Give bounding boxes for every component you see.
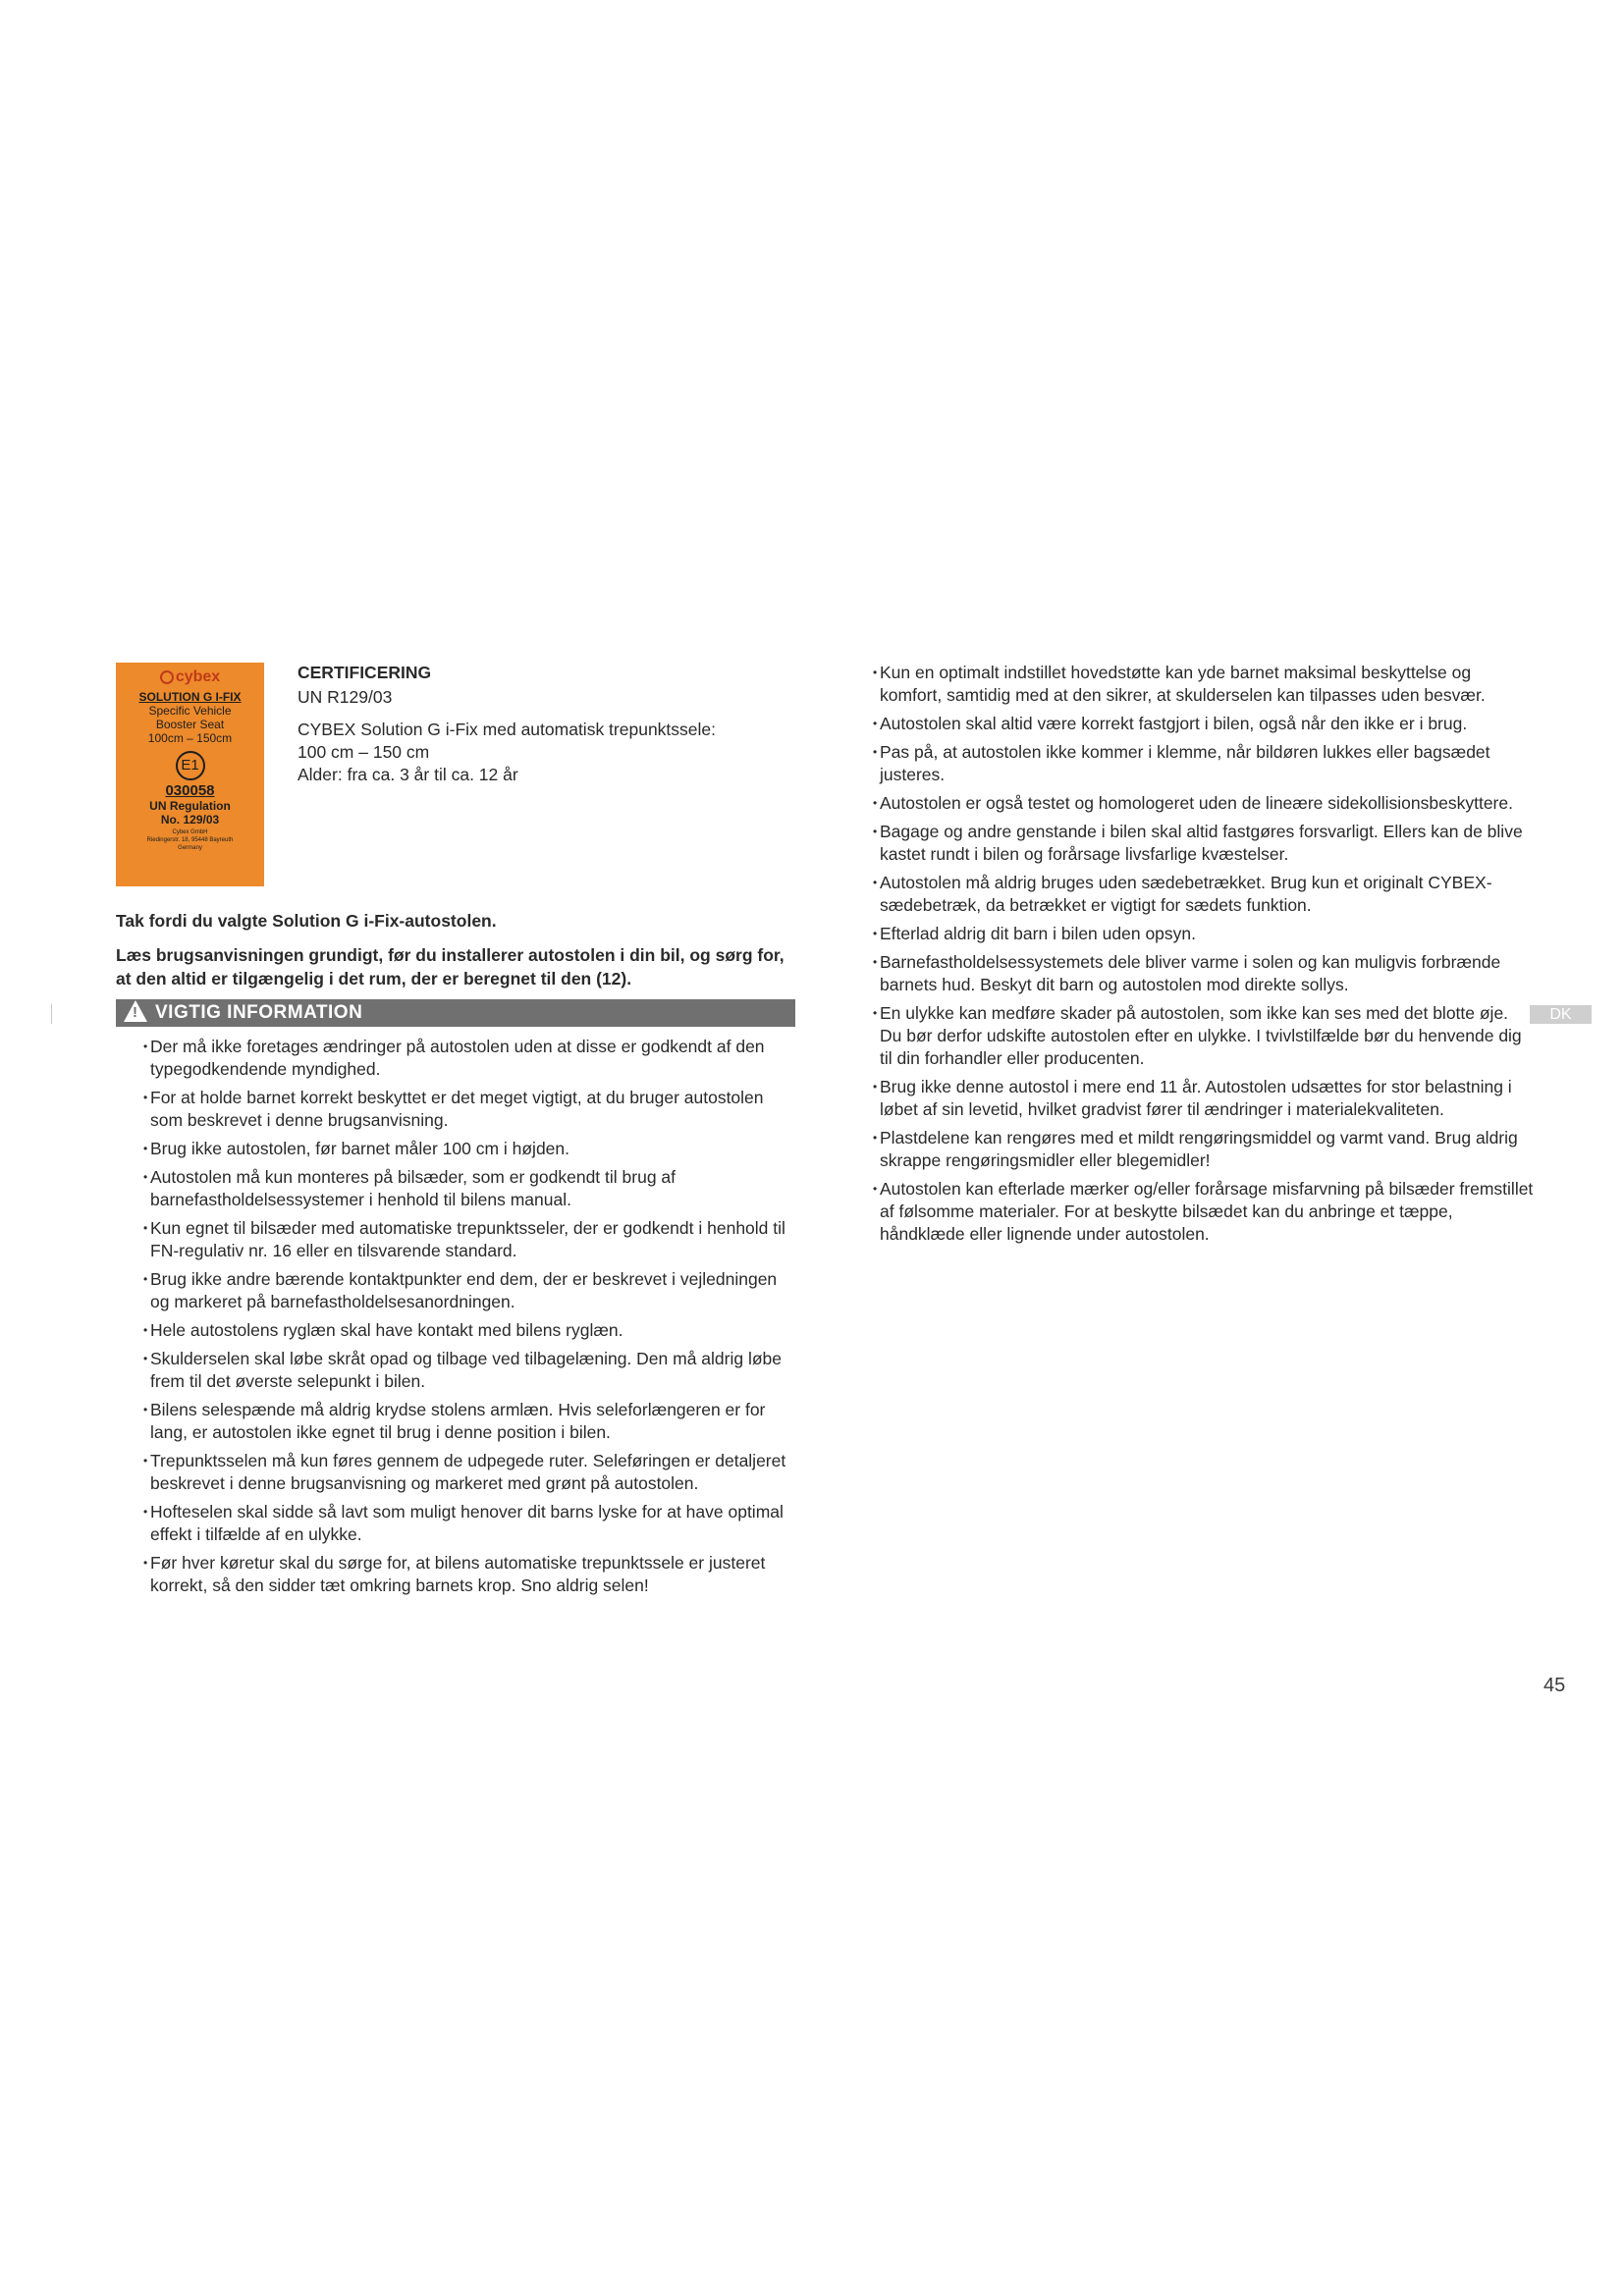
label-model: SOLUTION G I-FIX	[138, 690, 242, 704]
list-item: • Autostolen må kun monteres på bilsæder, som er godkendt til brug af barnefastholdelsessystemer i henhold til bilens manual.	[150, 1166, 798, 1211]
list-item: • Autostolen er også testet og homologeret uden de lineære sidekollisionsbeskyttere.	[880, 792, 1534, 815]
e-mark-icon: E1	[176, 751, 205, 780]
brand-name: cybex	[175, 668, 221, 685]
certification-height-range: 100 cm – 150 cm	[298, 742, 430, 762]
list-item: • Bagage og andre genstande i bilen skal altid fastgøres forsvarligt. Ellers kan de blive kastet rundt i bilen og forårsage livsfarlige kvæstelser.	[880, 821, 1534, 866]
certification-section	[298, 662, 808, 786]
fine-print-line: Riedingerstr. 18, 95448 Bayreuth	[146, 837, 234, 843]
list-item: • Skulderselen skal løbe skråt opad og tilbage ved tilbagelæning. Den må aldrig løbe frem til det øverste selepunkt i bilen.	[150, 1348, 798, 1393]
intro-section	[116, 910, 803, 990]
list-item: • Plastdelene kan rengøres med et mildt rengøringsmiddel og varmt vand. Brug aldrig skrappe rengøringsmidler eller blegemidler!	[880, 1127, 1534, 1172]
list-item: • Kun egnet til bilsæder med automatiske trepunktsseler, der er godkendt i henhold til FN-regulativ nr. 16 eller en tilsvarende standard.	[150, 1217, 798, 1262]
intro-thanks: Tak fordi du valgte Solution G i-Fix-autostolen.	[116, 911, 497, 931]
list-item: • Hofteselen skal sidde så lavt som muligt henover dit barns lyske for at have optimal effekt i tilfælde af en ulykke.	[150, 1501, 798, 1546]
label-line: Specific Vehicle	[148, 704, 232, 718]
list-item: • Hele autostolens ryglæn skal have kontakt med bilens ryglæn.	[150, 1319, 798, 1342]
label-line: 100cm – 150cm	[147, 731, 233, 745]
warning-triangle-icon: !	[124, 1000, 147, 1022]
list-item: • Bilens selespænde må aldrig krydse stolens armlæn. Hvis seleforlængeren er for lang, er autostolen ikke egnet til brug i denne position i bilen.	[150, 1399, 798, 1444]
list-item: • Autostolen kan efterlade mærker og/eller forårsage misfarvning på bilsæder fremstillet af følsomme materialer. For at beskytte bilsædet kan du anbringe et tæppe, håndklæde eller lignende under autostolen.	[880, 1178, 1534, 1246]
list-item: • Autostolen skal altid være korrekt fastgjort i bilen, også når den ikke er i brug.	[880, 713, 1534, 735]
certification-age: Alder: fra ca. 3 år til ca. 12 år	[298, 765, 518, 784]
list-item: • Autostolen må aldrig bruges uden sædebetrækket. Brug kun et originalt CYBEX-sædebetræk, da betrækket er vigtigt for sædets funktion.	[880, 872, 1534, 917]
important-information-header	[116, 999, 795, 1027]
list-item: • For at holde barnet korrekt beskyttet er det meget vigtigt, at du bruger autostolen som beskrevet i denne brugsanvisning.	[150, 1087, 798, 1132]
left-instruction-list	[150, 1036, 798, 1603]
certification-label	[116, 663, 264, 886]
list-item: • Der må ikke foretages ændringer på autostolen uden at disse er godkendt af den typegodkendende myndighed.	[150, 1036, 798, 1081]
important-information-title: VIGTIG INFORMATION	[155, 1002, 363, 1023]
regulation-line: No. 129/03	[160, 813, 220, 827]
list-item: • Pas på, at autostolen ikke kommer i klemme, når bildøren lukkes eller bagsædet justeres.	[880, 741, 1534, 786]
list-item: • En ulykke kan medføre skader på autostolen, som ikke kan ses med det blotte øje. Du bør derfor udskifte autostolen efter en ulykke. I tvivlstilfælde bør du henvende dig til din forhandler eller producenten.	[880, 1002, 1534, 1070]
margin-mark	[51, 1004, 52, 1024]
list-item: • Kun en optimalt indstillet hovedstøtte kan yde barnet maksimal beskyttelse og komfort, samtidig med at den sikrer, at skulderselen kan tilpasses uden besvær.	[880, 662, 1534, 707]
list-item: • Brug ikke autostolen, før barnet måler 100 cm i højden.	[150, 1138, 798, 1160]
approval-number: 030058	[165, 782, 215, 799]
list-item: • Før hver køretur skal du sørge for, at bilens automatiske trepunktssele er justeret korrekt, så den sidder tæt omkring barnets krop. Sno aldrig selen!	[150, 1552, 798, 1597]
fine-print-line: Cybex GmbH	[172, 829, 208, 835]
list-item: • Barnefastholdelsessystemets dele bliver varme i solen og kan muligvis forbrænde barnets hud. Beskyt dit barn og autostolen mod direkte sollys.	[880, 951, 1534, 996]
label-line: Booster Seat	[155, 718, 225, 731]
page-number: 45	[1543, 1675, 1566, 1696]
right-instruction-list	[880, 662, 1534, 1252]
label-fine-print	[116, 828, 264, 852]
list-item: • Trepunktsselen må kun føres gennem de udpegede ruter. Seleføringen er detaljeret beskrevet i denne brugsanvisning og markeret med grønt på autostolen.	[150, 1450, 798, 1495]
certification-title: CERTIFICERING	[298, 663, 432, 682]
certification-product-line: CYBEX Solution G i-Fix med automatisk trepunktssele:	[298, 720, 717, 739]
cybex-logo-icon	[160, 670, 174, 684]
fine-print-line: Germany	[178, 845, 202, 851]
language-tab: DK	[1530, 1005, 1592, 1024]
list-item: • Brug ikke denne autostol i mere end 11 år. Autostolen udsættes for stor belastning i løbet af sin levetid, hvilket gradvist fører til ændringer i materialekvaliteten.	[880, 1076, 1534, 1121]
intro-read-manual: Læs brugsanvisningen grundigt, før du installerer autostolen i din bil, og sørg for, at den altid er tilgængelig i det rum, der er beregnet til den (12).	[116, 945, 785, 988]
list-item: • Efterlad aldrig dit barn i bilen uden opsyn.	[880, 923, 1534, 945]
regulation-line: UN Regulation	[149, 799, 231, 813]
certification-standard: UN R129/03	[298, 687, 393, 707]
cybex-logo	[116, 668, 264, 686]
list-item: • Brug ikke andre bærende kontaktpunkter end dem, der er beskrevet i vejledningen og markeret på barnefastholdelsesanordningen.	[150, 1268, 798, 1313]
